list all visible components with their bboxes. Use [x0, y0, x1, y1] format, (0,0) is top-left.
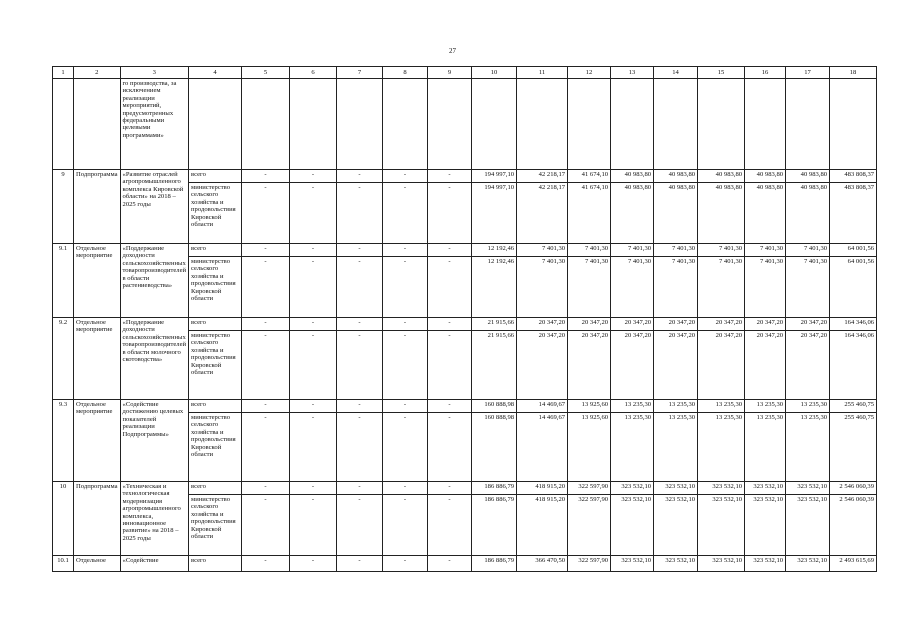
item-name: «Поддержание доходности сельскохозяйственных товаропроизводителей в области растениеводства» — [120, 244, 189, 318]
cell — [698, 79, 745, 170]
year-value: 40 983,80 — [611, 170, 654, 183]
empty-year-value: - — [428, 244, 472, 257]
cell — [242, 79, 290, 170]
year-value: 20 347,20 — [568, 331, 611, 400]
year-value: 13 235,30 — [698, 400, 745, 413]
cell — [53, 79, 74, 170]
year-value: 7 401,30 — [517, 257, 568, 318]
year-value: 7 401,30 — [611, 244, 654, 257]
empty-year-value: - — [383, 170, 428, 183]
year-value: 20 347,20 — [786, 318, 830, 331]
cell — [74, 79, 121, 170]
year-value: 40 983,80 — [786, 183, 830, 244]
column-header: 8 — [383, 67, 428, 79]
year-value: 20 347,20 — [786, 331, 830, 400]
year-value: 323 532,10 — [786, 495, 830, 556]
year-value: 13 235,30 — [745, 413, 786, 482]
table-row — [53, 244, 877, 257]
empty-year-value: - — [290, 495, 337, 556]
empty-year-value: - — [242, 413, 290, 482]
year-value: 13 235,30 — [698, 413, 745, 482]
year-value: 323 532,10 — [698, 482, 745, 495]
year-value: 323 532,10 — [745, 482, 786, 495]
year-value: 42 218,17 — [517, 170, 568, 183]
column-header: 3 — [120, 67, 189, 79]
item-name: «Содействие — [120, 556, 189, 572]
empty-year-value: - — [337, 495, 383, 556]
year-value: 41 674,10 — [568, 183, 611, 244]
column-header: 17 — [786, 67, 830, 79]
empty-year-value: - — [242, 170, 290, 183]
cell — [189, 79, 242, 170]
year-value: 323 532,10 — [786, 482, 830, 495]
header-row — [53, 67, 877, 79]
year-value: 164 346,06 — [830, 331, 877, 400]
column-header: 2 — [74, 67, 121, 79]
empty-year-value: - — [383, 257, 428, 318]
continuation-row — [53, 79, 877, 170]
year-value: 13 235,30 — [611, 400, 654, 413]
empty-year-value: - — [383, 331, 428, 400]
empty-year-value: - — [337, 413, 383, 482]
item-number: 10.1 — [53, 556, 74, 572]
page-number: 27 — [449, 47, 456, 55]
item-status: Подпрограмма — [74, 170, 121, 244]
year-value: 13 235,30 — [654, 413, 698, 482]
year-value: 20 347,20 — [517, 318, 568, 331]
funding-source: всего — [189, 244, 242, 257]
empty-year-value: - — [242, 183, 290, 244]
empty-year-value: - — [383, 318, 428, 331]
item-number: 10 — [53, 482, 74, 556]
year-value: 322 597,90 — [568, 495, 611, 556]
empty-year-value: - — [242, 331, 290, 400]
year-value: 186 886,79 — [472, 495, 517, 556]
year-value: 21 915,66 — [472, 318, 517, 331]
empty-year-value: - — [290, 318, 337, 331]
year-value: 255 460,75 — [830, 413, 877, 482]
year-value: 13 235,30 — [654, 400, 698, 413]
year-value: 40 983,80 — [786, 170, 830, 183]
year-value: 7 401,30 — [745, 244, 786, 257]
cell — [611, 79, 654, 170]
year-value: 418 915,20 — [517, 482, 568, 495]
year-value: 323 532,10 — [654, 495, 698, 556]
year-value: 322 597,90 — [568, 556, 611, 572]
year-value: 7 401,30 — [568, 257, 611, 318]
year-value: 323 532,10 — [786, 556, 830, 572]
cell — [428, 79, 472, 170]
empty-year-value: - — [337, 244, 383, 257]
cell — [745, 79, 786, 170]
empty-year-value: - — [242, 482, 290, 495]
year-value: 2 546 060,39 — [830, 482, 877, 495]
table-row — [53, 556, 877, 572]
item-number: 9.2 — [53, 318, 74, 400]
year-value: 64 001,56 — [830, 257, 877, 318]
year-value: 323 532,10 — [654, 482, 698, 495]
year-value: 20 347,20 — [745, 318, 786, 331]
year-value: 20 347,20 — [517, 331, 568, 400]
table-row — [53, 318, 877, 331]
year-value: 323 532,10 — [654, 556, 698, 572]
item-status: Подпрограмма — [74, 482, 121, 556]
year-value: 322 597,90 — [568, 482, 611, 495]
empty-year-value: - — [242, 400, 290, 413]
year-value: 20 347,20 — [654, 331, 698, 400]
year-value: 20 347,20 — [611, 318, 654, 331]
funding-source: всего — [189, 170, 242, 183]
year-value: 40 983,80 — [698, 183, 745, 244]
cell — [290, 79, 337, 170]
column-header: 16 — [745, 67, 786, 79]
year-value: 40 983,80 — [611, 183, 654, 244]
year-value: 323 532,10 — [611, 556, 654, 572]
funding-source: министерство сельского хозяйства и продовольствия Кировской области — [189, 495, 242, 556]
year-value: 20 347,20 — [698, 318, 745, 331]
empty-year-value: - — [290, 400, 337, 413]
empty-year-value: - — [428, 331, 472, 400]
year-value: 7 401,30 — [611, 257, 654, 318]
year-value: 20 347,20 — [698, 331, 745, 400]
column-header: 4 — [189, 67, 242, 79]
year-value: 7 401,30 — [786, 257, 830, 318]
empty-year-value: - — [383, 244, 428, 257]
empty-year-value: - — [383, 482, 428, 495]
column-header: 10 — [472, 67, 517, 79]
year-value: 194 997,10 — [472, 170, 517, 183]
item-name: «Техническая и технологическая модернизация агропромышленного комплекса, инновационное развитие» на 2018 – 2025 годы — [120, 482, 189, 556]
funding-source: министерство сельского хозяйства и продовольствия Кировской области — [189, 413, 242, 482]
year-value: 13 235,30 — [745, 400, 786, 413]
year-value: 2 493 615,69 — [830, 556, 877, 572]
year-value: 13 235,30 — [611, 413, 654, 482]
year-value: 7 401,30 — [698, 244, 745, 257]
empty-year-value: - — [290, 257, 337, 318]
funding-source: всего — [189, 400, 242, 413]
year-value: 7 401,30 — [654, 244, 698, 257]
year-value: 7 401,30 — [745, 257, 786, 318]
year-value: 20 347,20 — [568, 318, 611, 331]
year-value: 40 983,80 — [698, 170, 745, 183]
year-value: 2 546 060,39 — [830, 495, 877, 556]
empty-year-value: - — [428, 183, 472, 244]
table-row — [53, 400, 877, 413]
empty-year-value: - — [290, 556, 337, 572]
cell — [383, 79, 428, 170]
item-status: Отдельное — [74, 556, 121, 572]
column-header: 9 — [428, 67, 472, 79]
empty-year-value: - — [428, 495, 472, 556]
cell — [517, 79, 568, 170]
empty-year-value: - — [428, 318, 472, 331]
year-value: 7 401,30 — [654, 257, 698, 318]
funding-source: министерство сельского хозяйства и продовольствия Кировской области — [189, 331, 242, 400]
year-value: 160 888,98 — [472, 413, 517, 482]
cell — [830, 79, 877, 170]
year-value: 12 192,46 — [472, 244, 517, 257]
empty-year-value: - — [290, 244, 337, 257]
empty-year-value: - — [337, 556, 383, 572]
empty-year-value: - — [290, 170, 337, 183]
year-value: 40 983,80 — [654, 183, 698, 244]
continuation-name: го производства, за исключением реализации мероприятий, предусмотренных федеральными целевыми программами» — [120, 79, 189, 170]
empty-year-value: - — [337, 183, 383, 244]
empty-year-value: - — [337, 400, 383, 413]
table-row — [53, 170, 877, 183]
empty-year-value: - — [337, 170, 383, 183]
year-value: 323 532,10 — [698, 495, 745, 556]
empty-year-value: - — [428, 170, 472, 183]
year-value: 323 532,10 — [745, 495, 786, 556]
empty-year-value: - — [290, 331, 337, 400]
year-value: 255 460,75 — [830, 400, 877, 413]
year-value: 20 347,20 — [745, 331, 786, 400]
year-value: 323 532,10 — [611, 482, 654, 495]
empty-year-value: - — [428, 257, 472, 318]
year-value: 42 218,17 — [517, 183, 568, 244]
funding-source: всего — [189, 556, 242, 572]
cell — [654, 79, 698, 170]
item-number: 9.3 — [53, 400, 74, 482]
empty-year-value: - — [428, 400, 472, 413]
cell — [337, 79, 383, 170]
column-header: 14 — [654, 67, 698, 79]
year-value: 13 925,60 — [568, 400, 611, 413]
empty-year-value: - — [383, 183, 428, 244]
column-header: 6 — [290, 67, 337, 79]
year-value: 64 001,56 — [830, 244, 877, 257]
empty-year-value: - — [428, 482, 472, 495]
year-value: 20 347,20 — [611, 331, 654, 400]
empty-year-value: - — [383, 495, 428, 556]
cell — [786, 79, 830, 170]
item-status: Отдельное мероприятие — [74, 244, 121, 318]
empty-year-value: - — [428, 413, 472, 482]
item-status: Отдельное мероприятие — [74, 400, 121, 482]
column-header: 13 — [611, 67, 654, 79]
item-status: Отдельное мероприятие — [74, 318, 121, 400]
column-header: 18 — [830, 67, 877, 79]
cell — [568, 79, 611, 170]
item-number: 9.1 — [53, 244, 74, 318]
year-value: 20 347,20 — [654, 318, 698, 331]
empty-year-value: - — [337, 318, 383, 331]
cell — [472, 79, 517, 170]
year-value: 164 346,06 — [830, 318, 877, 331]
item-name: «Развитие отраслей агропромышленного комплекса Кировской области» на 2018 – 2025 годы — [120, 170, 189, 244]
year-value: 323 532,10 — [611, 495, 654, 556]
column-header: 7 — [337, 67, 383, 79]
year-value: 13 925,60 — [568, 413, 611, 482]
table-row — [53, 482, 877, 495]
funding-source: всего — [189, 482, 242, 495]
empty-year-value: - — [242, 257, 290, 318]
empty-year-value: - — [428, 556, 472, 572]
empty-year-value: - — [383, 400, 428, 413]
item-name: «Поддержание доходности сельскохозяйственных товаропроизводителей в области молочного скотоводства» — [120, 318, 189, 400]
year-value: 40 983,80 — [745, 183, 786, 244]
year-value: 323 532,10 — [698, 556, 745, 572]
column-header: 15 — [698, 67, 745, 79]
funding-source: министерство сельского хозяйства и продовольствия Кировской области — [189, 183, 242, 244]
empty-year-value: - — [242, 495, 290, 556]
column-header: 5 — [242, 67, 290, 79]
year-value: 186 886,79 — [472, 556, 517, 572]
empty-year-value: - — [290, 183, 337, 244]
item-name: «Содействие достижению целевых показателей реализации Подпрограммы» — [120, 400, 189, 482]
year-value: 12 192,46 — [472, 257, 517, 318]
year-value: 160 888,98 — [472, 400, 517, 413]
budget-table — [52, 66, 877, 572]
year-value: 483 808,37 — [830, 183, 877, 244]
empty-year-value: - — [290, 482, 337, 495]
year-value: 40 983,80 — [654, 170, 698, 183]
year-value: 7 401,30 — [698, 257, 745, 318]
empty-year-value: - — [337, 257, 383, 318]
empty-year-value: - — [242, 318, 290, 331]
item-number: 9 — [53, 170, 74, 244]
year-value: 41 674,10 — [568, 170, 611, 183]
year-value: 186 886,79 — [472, 482, 517, 495]
year-value: 21 915,66 — [472, 331, 517, 400]
column-header: 12 — [568, 67, 611, 79]
year-value: 7 401,30 — [517, 244, 568, 257]
empty-year-value: - — [242, 244, 290, 257]
year-value: 13 235,30 — [786, 400, 830, 413]
year-value: 40 983,80 — [745, 170, 786, 183]
empty-year-value: - — [242, 556, 290, 572]
year-value: 418 915,20 — [517, 495, 568, 556]
year-value: 194 997,10 — [472, 183, 517, 244]
year-value: 7 401,30 — [786, 244, 830, 257]
column-header: 1 — [53, 67, 74, 79]
year-value: 13 235,30 — [786, 413, 830, 482]
empty-year-value: - — [337, 331, 383, 400]
empty-year-value: - — [383, 413, 428, 482]
year-value: 7 401,30 — [568, 244, 611, 257]
year-value: 366 470,50 — [517, 556, 568, 572]
empty-year-value: - — [290, 413, 337, 482]
year-value: 14 469,67 — [517, 400, 568, 413]
empty-year-value: - — [383, 556, 428, 572]
funding-source: министерство сельского хозяйства и продовольствия Кировской области — [189, 257, 242, 318]
year-value: 483 808,37 — [830, 170, 877, 183]
empty-year-value: - — [337, 482, 383, 495]
year-value: 14 469,67 — [517, 413, 568, 482]
funding-source: всего — [189, 318, 242, 331]
column-header: 11 — [517, 67, 568, 79]
year-value: 323 532,10 — [745, 556, 786, 572]
